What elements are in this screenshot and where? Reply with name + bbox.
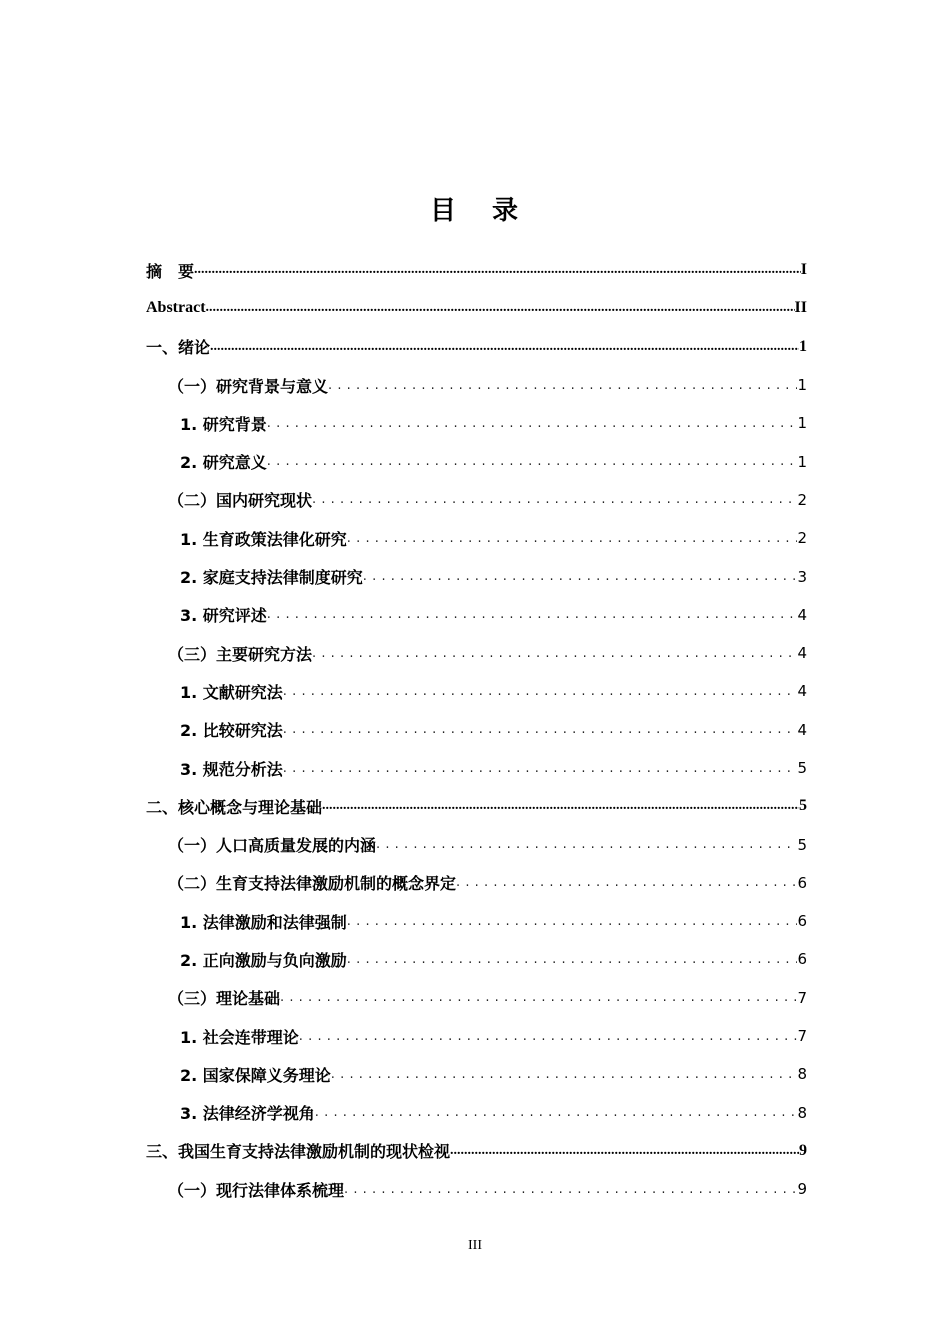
toc-entry[interactable] — [146, 1170, 807, 1208]
toc-entry-page: 8 — [797, 1065, 807, 1084]
toc-entry[interactable] — [146, 1094, 807, 1132]
toc-entry-page: 9 — [799, 1141, 807, 1159]
toc-entry-page: 6 — [797, 912, 807, 931]
toc-leader-dots — [456, 875, 797, 890]
toc-entry-label: 2. 比较研究法 — [180, 721, 283, 741]
toc-leader-dots — [206, 300, 795, 316]
toc-leader-dots — [315, 1105, 798, 1120]
toc-entry-label: 1. 法律激励和法律强制 — [180, 912, 347, 932]
toc-entry[interactable] — [146, 749, 807, 787]
toc-leader-dots — [331, 1067, 798, 1082]
toc-entry-page: 1 — [797, 452, 807, 471]
toc-entry-page: 5 — [797, 759, 807, 777]
toc-entry-label: 2. 研究意义 — [180, 453, 267, 473]
toc-entry[interactable] — [146, 366, 807, 404]
toc-entry-page: 4 — [797, 644, 807, 663]
toc-leader-dots — [267, 416, 798, 431]
toc-entry[interactable] — [146, 404, 807, 442]
toc-entry[interactable] — [146, 328, 807, 366]
toc-entry-label: 2. 正向激励与负向激励 — [180, 950, 347, 970]
toc-entry[interactable] — [146, 481, 807, 519]
toc-entry-page: I — [800, 261, 807, 279]
toc-leader-dots — [210, 339, 799, 355]
toc-entry-label: Abstract — [146, 299, 206, 317]
toc-leader-dots — [347, 952, 798, 967]
toc-entry-page: 7 — [797, 1027, 807, 1046]
toc-entry[interactable] — [146, 557, 807, 595]
toc-entry[interactable] — [146, 672, 807, 710]
toc-leader-dots — [347, 914, 798, 929]
toc-leader-dots — [267, 454, 798, 469]
toc-entry-label: 3. 法律经济学视角 — [180, 1104, 315, 1124]
toc-entry[interactable] — [146, 251, 807, 289]
table-of-contents — [146, 251, 807, 1208]
toc-entry-page: 6 — [797, 873, 807, 892]
toc-leader-dots — [376, 837, 797, 852]
toc-leader-dots — [299, 1029, 798, 1044]
toc-entry[interactable] — [146, 711, 807, 749]
toc-entry[interactable] — [146, 1017, 807, 1055]
toc-leader-dots — [283, 761, 798, 776]
toc-entry-page: 5 — [797, 835, 807, 854]
toc-entry-page: 1 — [799, 337, 807, 355]
toc-title: 目 录 — [429, 196, 521, 226]
toc-entry-page: 3 — [797, 567, 807, 586]
toc-entry-page: 6 — [797, 950, 807, 969]
toc-entry[interactable] — [146, 940, 807, 978]
toc-entry[interactable] — [146, 519, 807, 557]
toc-entry-label: 1. 文献研究法 — [180, 682, 283, 702]
toc-entry-page: 7 — [797, 988, 807, 1007]
toc-entry[interactable] — [146, 442, 807, 480]
toc-leader-dots — [312, 646, 797, 661]
toc-entry-page: II — [794, 299, 807, 317]
toc-entry-page: 8 — [797, 1103, 807, 1122]
toc-leader-dots — [322, 798, 799, 814]
toc-entry-page: 9 — [797, 1180, 807, 1199]
toc-entry-page: 4 — [797, 682, 807, 701]
toc-entry[interactable] — [146, 902, 807, 940]
toc-entry-label: （三）主要研究方法 — [168, 644, 313, 664]
toc-entry-label: 1. 研究背景 — [180, 414, 267, 434]
toc-leader-dots — [283, 684, 798, 699]
toc-entry-label: （三）理论基础 — [168, 989, 281, 1009]
toc-entry-label: 1. 社会连带理论 — [180, 1027, 299, 1047]
toc-entry-label: 3. 规范分析法 — [180, 759, 283, 779]
toc-leader-dots — [344, 1182, 797, 1197]
toc-entry-label: 一、绪论 — [146, 340, 211, 358]
toc-entry[interactable] — [146, 289, 807, 327]
toc-entry-page: 1 — [797, 414, 807, 433]
toc-entry-label: （一）研究背景与意义 — [168, 376, 329, 396]
toc-entry[interactable] — [146, 787, 807, 825]
toc-leader-dots — [347, 531, 798, 546]
toc-entry-page: 2 — [797, 490, 807, 509]
toc-leader-dots — [328, 378, 797, 393]
toc-leader-dots — [283, 722, 798, 737]
toc-entry-label: 3. 研究评述 — [180, 606, 267, 626]
toc-entry-page: 2 — [797, 529, 807, 548]
toc-entry-page: 4 — [797, 720, 807, 739]
toc-entry-label: 二、核心概念与理论基础 — [146, 799, 323, 817]
page-number: III — [468, 1238, 482, 1253]
toc-entry[interactable] — [146, 634, 807, 672]
toc-entry[interactable] — [146, 1132, 807, 1170]
toc-entry-label: 摘 要 — [146, 263, 195, 281]
toc-entry-page: 4 — [797, 605, 807, 624]
toc-entry-label: （一）人口高质量发展的内涵 — [168, 836, 377, 856]
toc-leader-dots — [194, 262, 801, 278]
toc-entry-page: 1 — [797, 376, 807, 395]
toc-entry-label: （一）现行法律体系梳理 — [168, 1180, 345, 1200]
toc-entry-label: （二）国内研究现状 — [168, 491, 313, 511]
toc-entry-label: （二）生育支持法律激励机制的概念界定 — [168, 874, 457, 894]
toc-entry-page: 5 — [799, 797, 807, 815]
toc-entry-label: 1. 生育政策法律化研究 — [180, 529, 347, 549]
toc-entry-label: 2. 家庭支持法律制度研究 — [180, 568, 363, 588]
toc-entry[interactable] — [146, 825, 807, 863]
toc-entry-label: 2. 国家保障义务理论 — [180, 1065, 331, 1085]
toc-entry[interactable] — [146, 1055, 807, 1093]
toc-entry[interactable] — [146, 979, 807, 1017]
toc-entry-label: 三、我国生育支持法律激励机制的现状检视 — [146, 1144, 451, 1162]
toc-entry[interactable] — [146, 864, 807, 902]
toc-leader-dots — [280, 990, 797, 1005]
toc-leader-dots — [450, 1143, 799, 1159]
toc-leader-dots — [363, 569, 798, 584]
toc-entry[interactable] — [146, 596, 807, 634]
toc-leader-dots — [312, 492, 797, 507]
toc-leader-dots — [267, 607, 798, 622]
